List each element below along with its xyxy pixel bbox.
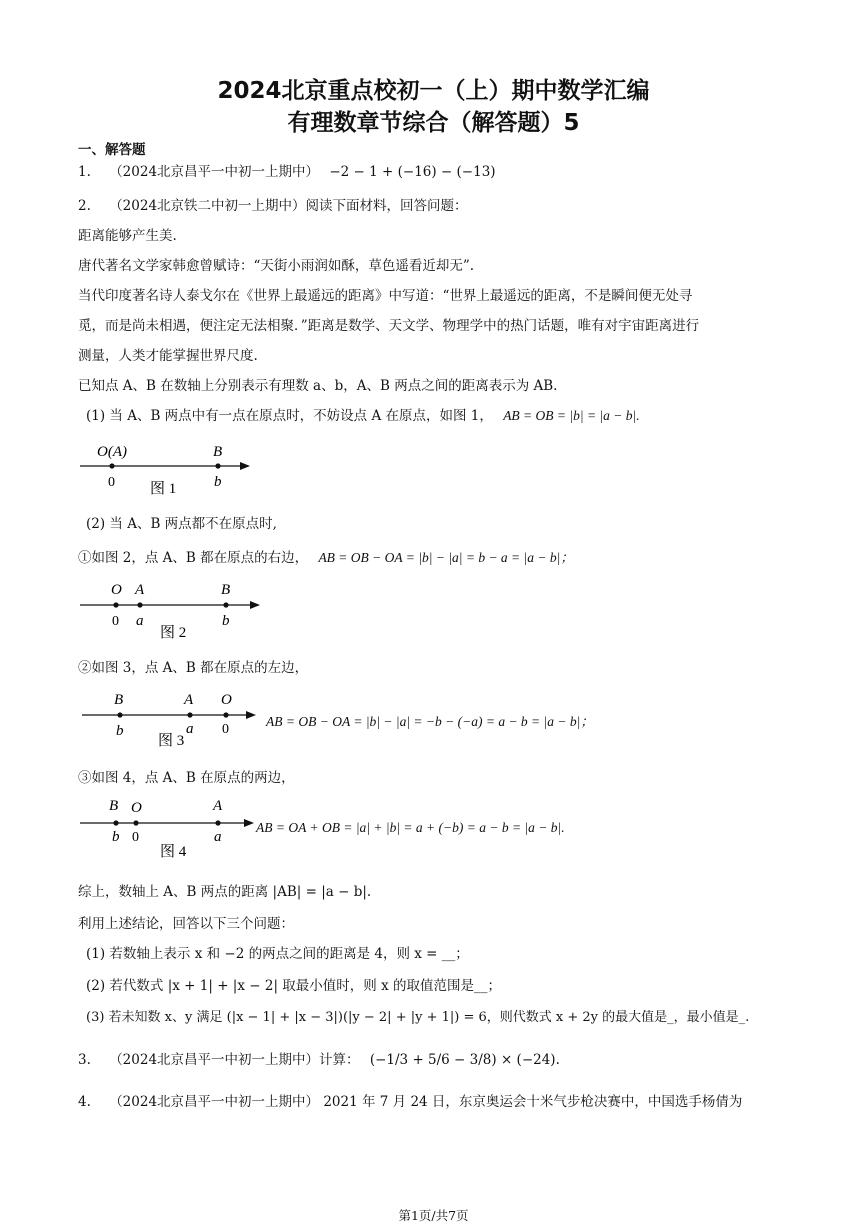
label-zero: 0 <box>108 475 115 490</box>
figure-2-number-line <box>70 578 280 642</box>
figure-1-number-line <box>70 436 270 498</box>
paragraph: 觅，而是尚未相遇，便注定无法相聚．”距离是数学、天文学、物理学中的热门话题，唯有对宇宙距离进行 <box>78 318 700 334</box>
figure-caption: 图 3 <box>158 733 185 749</box>
label-zero: 0 <box>132 830 139 845</box>
label-zero: 0 <box>222 722 229 737</box>
section-heading: 一、解答题 <box>78 142 146 158</box>
question-number: 3. <box>78 1052 91 1068</box>
label-b: B <box>114 692 124 708</box>
question-1 <box>78 160 496 180</box>
point-b <box>113 820 118 825</box>
label-a: A <box>135 582 145 598</box>
point-a <box>187 712 192 717</box>
label-o: O <box>131 800 142 816</box>
point-o <box>113 602 118 607</box>
case-2: (2) 当 A、B 两点都不在原点时, <box>86 516 277 532</box>
page-title-line2: 有理数章节综合（解答题）5 <box>287 110 580 136</box>
label-o: O <box>111 582 122 598</box>
point-a <box>137 602 142 607</box>
subcase-1-text: ①如图 2，点 A、B 都在原点的右边， <box>78 550 309 566</box>
label-b: B <box>109 798 119 814</box>
label-b: B <box>221 582 231 598</box>
label-b: B <box>213 444 223 460</box>
figure-3-number-line <box>74 686 264 750</box>
point-o <box>223 712 228 717</box>
subcase-2: ②如图 3，点 A、B 都在原点的左边， <box>78 660 309 676</box>
label-a-value: a <box>214 829 222 845</box>
subcase-1 <box>78 546 574 566</box>
case-1-text: (1) 当 A、B 两点中有一点在原点时，不妨设点 A 在原点，如图 1， <box>86 408 493 424</box>
label-b-value: b <box>112 829 120 845</box>
point-a <box>215 820 220 825</box>
question-expression: −2 − 1 + (−16) − (−13) <box>329 164 496 180</box>
label-a-value: a <box>136 613 144 629</box>
paragraph: 距离能够产生美. <box>78 228 177 244</box>
label-zero: 0 <box>112 614 119 629</box>
question-source: （2024北京昌平一中初一上期中） <box>109 164 320 180</box>
page-title-line1: 2024北京重点校初一（上）期中数学汇编 <box>217 78 650 104</box>
label-b-value: b <box>222 613 230 629</box>
summary: 综上，数轴上 A、B 两点的距离 |AB| = |a − b|. <box>78 884 372 900</box>
question-number: 1. <box>78 164 91 180</box>
paragraph: 唐代著名文学家韩愈曾赋诗：“天街小雨润如酥，草色遥看近却无”. <box>78 258 475 274</box>
label-a: A <box>184 692 194 708</box>
question-3 <box>78 1048 560 1068</box>
figure-caption: 图 4 <box>160 844 187 860</box>
paragraph: 测量，人类才能掌握世界尺度. <box>78 348 258 364</box>
label-b-value: b <box>116 723 124 739</box>
question-2 <box>78 194 468 214</box>
point-o <box>109 463 114 468</box>
question-number: 4. <box>78 1094 91 1110</box>
label-a: A <box>213 798 223 814</box>
point-b <box>223 602 228 607</box>
question-expression: (−1/3 + 5/6 − 3/8) × (−24). <box>369 1052 560 1068</box>
figure-caption: 图 1 <box>150 481 177 497</box>
page-footer: 第1页/共7页 <box>398 1208 469 1223</box>
label-b-value: b <box>214 474 222 490</box>
label-a-value: a <box>186 721 194 737</box>
subcase-3: ③如图 4，点 A、B 在原点的两边， <box>78 770 295 786</box>
question-source: （2024北京铁二中初一上期中）阅读下面材料，回答问题： <box>109 198 468 214</box>
question-source: （2024北京昌平一中初一上期中） <box>109 1094 320 1110</box>
question-number: 2. <box>78 198 91 214</box>
figure-caption: 图 2 <box>160 625 187 641</box>
case-1-formula: AB = OB = |b| = |a − b|. <box>503 408 640 423</box>
question-4 <box>78 1090 742 1110</box>
paragraph: 已知点 A、B 在数轴上分别表示有理数 a、b，A、B 两点之间的距离表示为 AB. <box>78 378 558 394</box>
label-oa: O(A) <box>97 444 127 460</box>
case-1 <box>86 404 640 424</box>
paragraph: 当代印度著名诗人泰戈尔在《世界上最遥远的距离》中写道：“世界上最遥远的距离，不是瞬间便无处寻 <box>78 288 693 304</box>
subquestion-1: (1) 若数轴上表示 x 和 −2 的两点之间的距离是 4，则 x = __； <box>86 946 469 962</box>
subquestion-2: (2) 若代数式 |x + 1| + |x − 2| 取最小值时，则 x 的取值范围是__； <box>86 978 501 994</box>
subcase-3-formula: AB = OA + OB = |a| + |b| = a + (−b) = a − b = |a − b|. <box>256 820 565 835</box>
arrow-head <box>244 819 254 827</box>
point-b <box>215 463 220 468</box>
arrow-head <box>246 711 256 719</box>
point-o <box>133 820 138 825</box>
subcase-1-formula: AB = OB − OA = |b| − |a| = b − a = |a − b|； <box>318 550 574 565</box>
figure-4-number-line <box>72 794 262 860</box>
arrow-head <box>250 601 260 609</box>
point-b <box>117 712 122 717</box>
label-o: O <box>221 692 232 708</box>
question-source: （2024北京昌平一中初一上期中）计算： <box>109 1052 360 1068</box>
subcase-2-formula: AB = OB − OA = |b| − |a| = −b − (−a) = a − b = |a − b|； <box>266 714 594 729</box>
arrow-head <box>240 462 250 470</box>
instruction: 利用上述结论，回答以下三个问题： <box>78 916 294 932</box>
question-text: 2021 年 7 月 24 日，东京奥运会十米气步枪决赛中，中国选手杨倩为 <box>323 1094 743 1110</box>
subquestion-3: (3) 若未知数 x、y 满足 (|x − 1| + |x − 3|)(|y − 2| + |y + 1|) = 6，则代数式 x + 2y 的最大值是_，最小值是_. <box>86 1010 750 1025</box>
